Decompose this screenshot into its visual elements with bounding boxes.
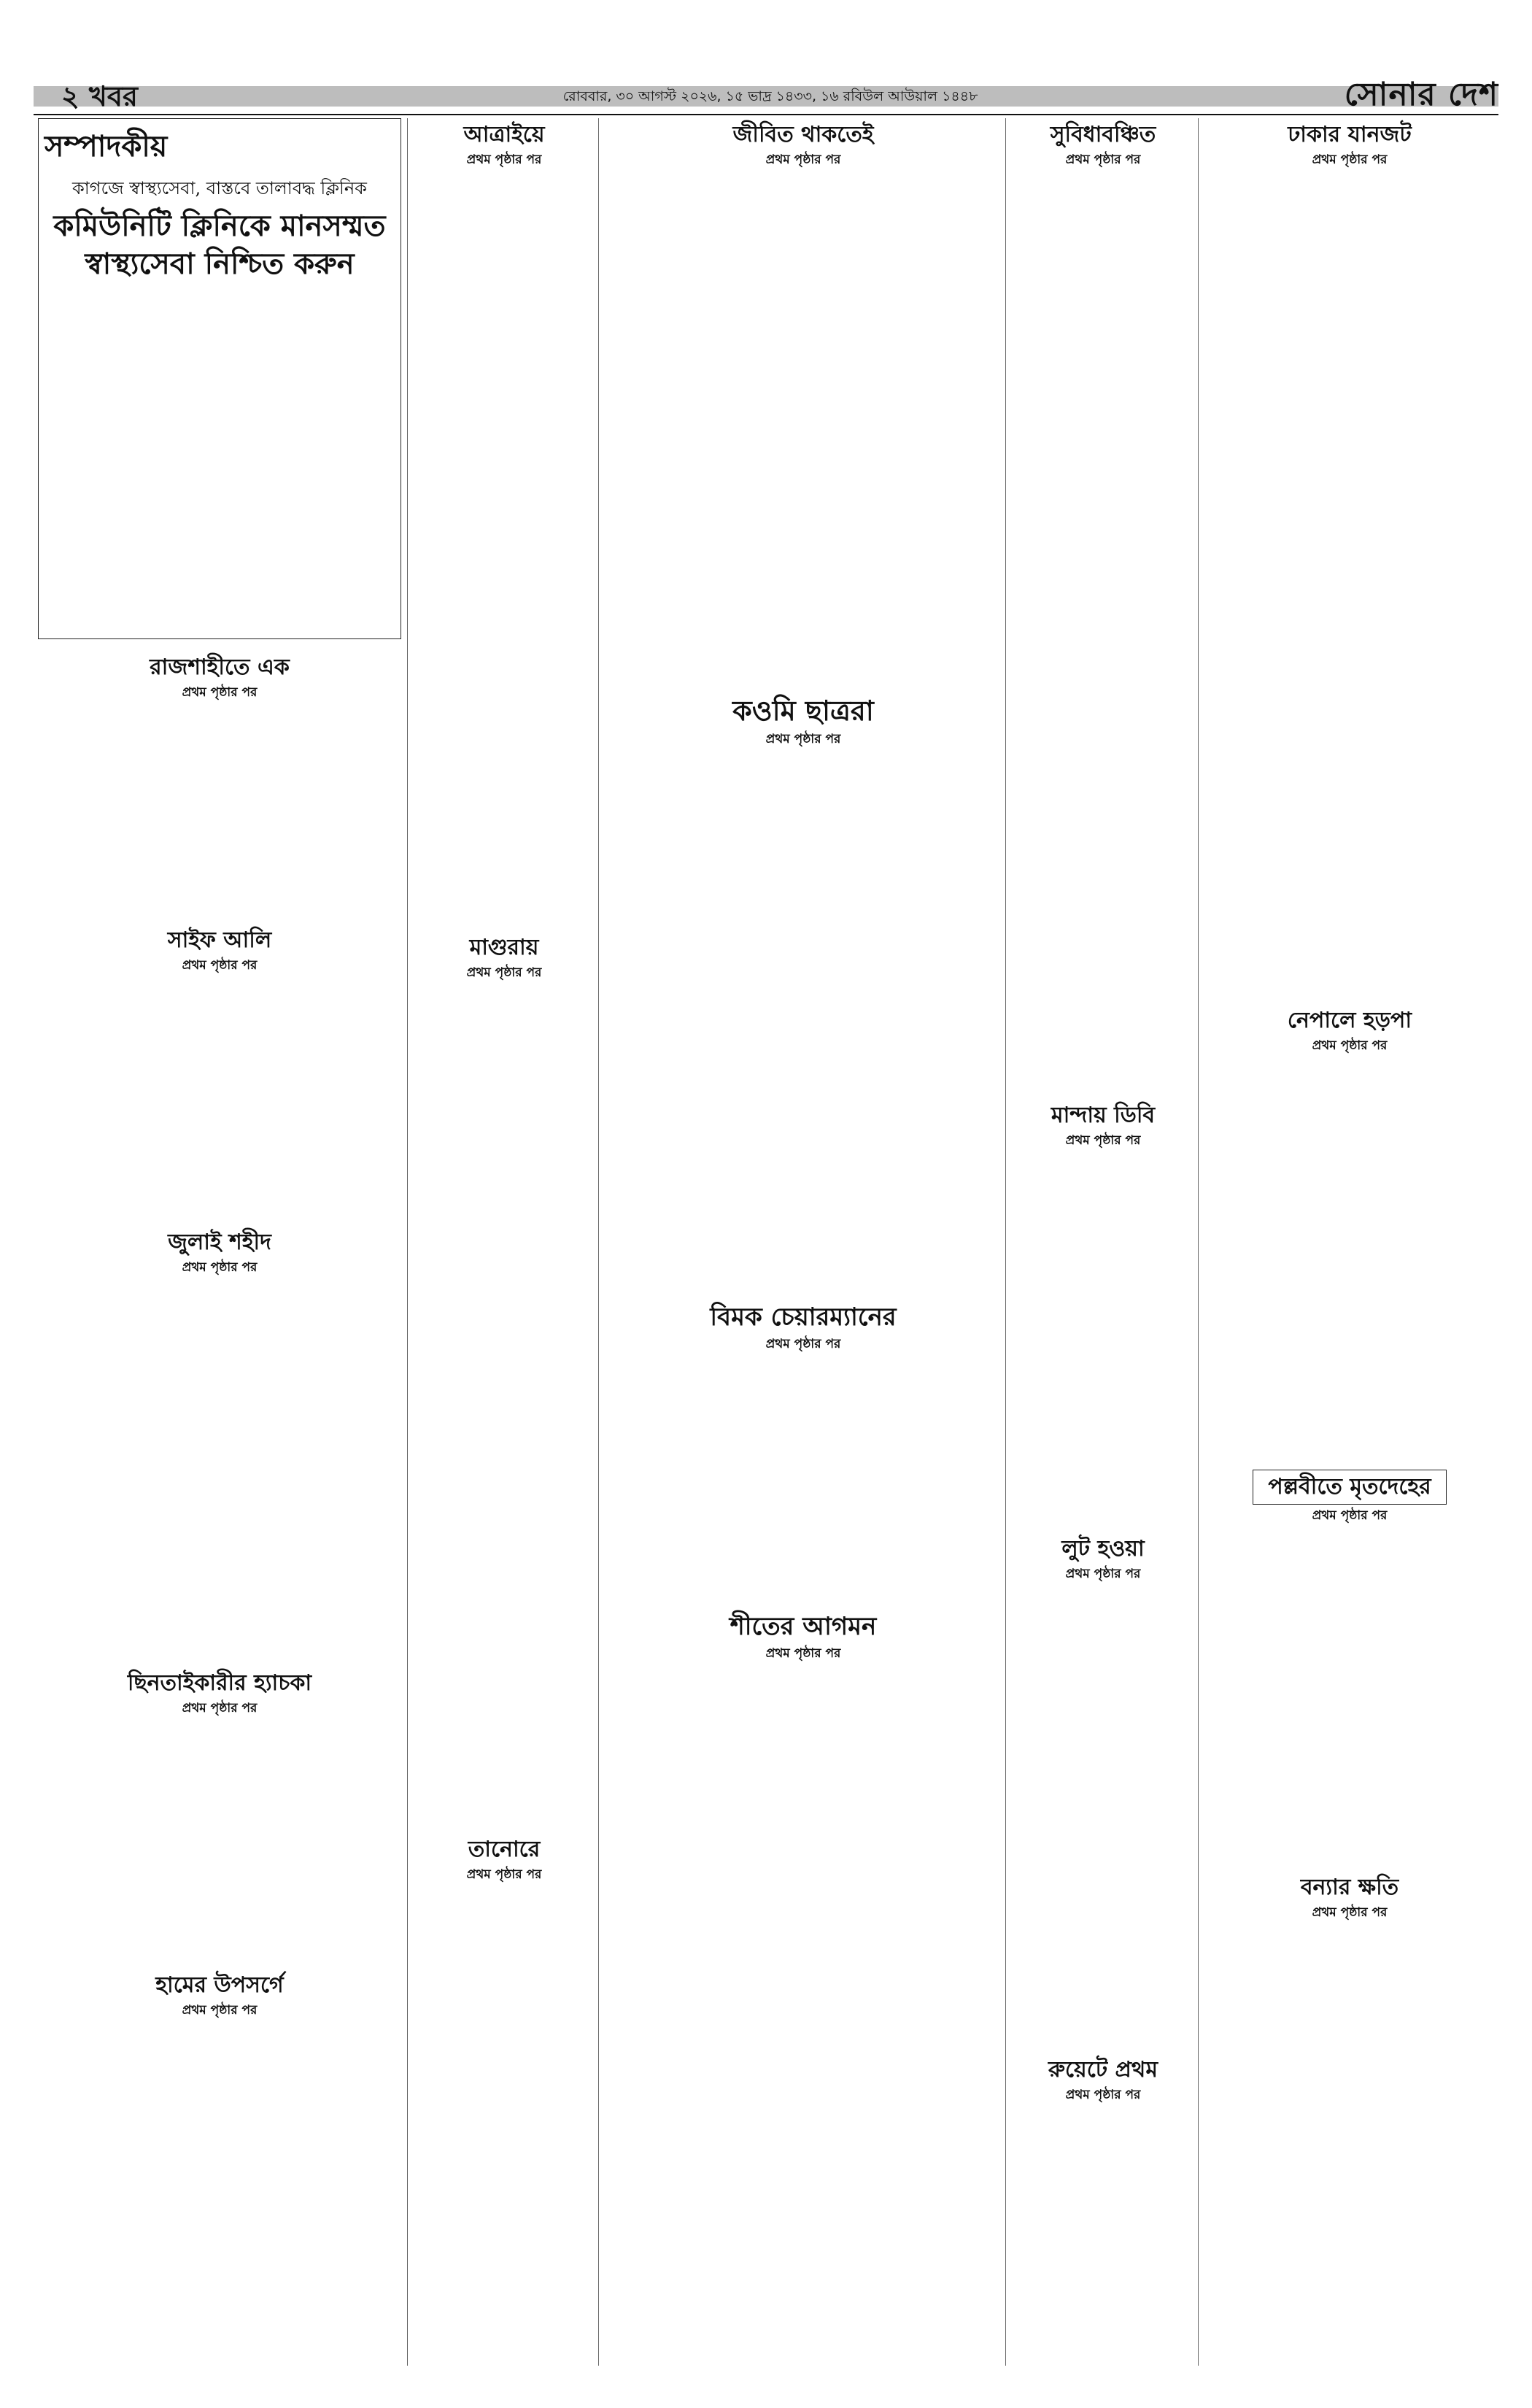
- continued-label: প্রথম পৃষ্ঠার পর: [466, 152, 542, 167]
- article-headline: তানোরে: [468, 1837, 541, 1862]
- article-headline: মান্দায় ডিবি: [1051, 1103, 1156, 1128]
- article-july[interactable]: [38, 1226, 401, 1656]
- continued-label: প্রথম পৃষ্ঠার পর: [1312, 1038, 1388, 1053]
- continued-label: প্রথম পৃষ্ঠার পর: [466, 965, 542, 980]
- article-mograi[interactable]: [416, 931, 592, 1821]
- continued-label: প্রথম পৃষ্ঠার পর: [765, 1336, 841, 1351]
- article-tanore[interactable]: [416, 1833, 592, 2363]
- article-headline: শীতের আগমন: [730, 1612, 877, 1641]
- article-alive[interactable]: [607, 118, 999, 680]
- article-snatcher[interactable]: [38, 1667, 401, 1959]
- continued-label: প্রথম পৃষ্ঠার পর: [182, 1259, 258, 1275]
- continued-label: প্রথম পৃষ্ঠার পর: [765, 1645, 841, 1661]
- article-ruet[interactable]: [1014, 2053, 1192, 2363]
- article-headline: সাইফ আলি: [167, 927, 272, 953]
- article-headline: জুলাই শহীদ: [168, 1230, 271, 1255]
- article-headline: বিমক চেয়ারম্যানের: [710, 1303, 897, 1332]
- column-5: [1010, 118, 1199, 2366]
- article-headline: বন্যার ক্ষতি: [1300, 1875, 1399, 1900]
- news-columns: [34, 118, 1498, 2366]
- column-2: [411, 118, 599, 2366]
- continued-label: প্রথম পৃষ্ঠার পর: [1065, 1566, 1141, 1581]
- dateline: রোববার, ৩০ আগস্ট ২০২৬, ১৫ ভাদ্র ১৪৩৩, ১৬ রবিউল আউয়াল ১৪৪৮: [562, 88, 978, 104]
- continued-label: প্রথম পৃষ্ঠার পর: [765, 731, 841, 746]
- continued-label: প্রথম পৃষ্ঠার পর: [1312, 1905, 1388, 1920]
- editorial-box: [38, 118, 401, 639]
- article-headline: ছিনতাইকারীর হ্যাচকা: [127, 1670, 312, 1696]
- continued-label: প্রথম পৃষ্ঠার পর: [1312, 152, 1388, 167]
- article-headline: লুট হওয়া: [1061, 1536, 1145, 1562]
- continued-label: প্রথম পৃষ্ঠার পর: [765, 152, 841, 167]
- continued-label: প্রথম পৃষ্ঠার পর: [182, 1700, 258, 1716]
- article-headline: নেপালে হড়পা: [1287, 1008, 1412, 1033]
- continued-label: প্রথম পৃষ্ঠার পর: [466, 1867, 542, 1882]
- article-dhakajam[interactable]: [1207, 118, 1493, 994]
- article-headline: কওমি ছাত্ররা: [732, 694, 874, 727]
- article-rajshahi[interactable]: [38, 651, 401, 914]
- continued-label: প্রথম পৃষ্ঠার পর: [1065, 152, 1141, 167]
- article-facilities[interactable]: [1014, 118, 1192, 1089]
- article-pollobi[interactable]: [1207, 1467, 1493, 1861]
- article-headline: পল্লবীতে মৃতদেহের: [1253, 1470, 1446, 1505]
- continued-label: প্রথম পৃষ্ঠার পর: [182, 957, 258, 973]
- article-headline: হামের উপসর্গে: [155, 1972, 284, 1998]
- editorial-section-title: সম্পাদকীয়: [45, 129, 168, 163]
- column-6: [1202, 118, 1498, 2366]
- article-headline: ঢাকার যানজট: [1288, 122, 1412, 147]
- article-headline-wrap: [1207, 1470, 1493, 1505]
- article-bimok[interactable]: [607, 1299, 999, 1598]
- continued-label: প্রথম পৃষ্ঠার পর: [182, 684, 258, 700]
- masthead-rule: [34, 114, 1498, 115]
- continued-label: প্রথম পৃষ্ঠার পর: [1065, 1132, 1141, 1148]
- article-atrai[interactable]: [416, 118, 592, 921]
- article-nepal[interactable]: [1207, 1004, 1493, 1456]
- column-3: [603, 118, 1006, 2366]
- continued-label: প্রথম পৃষ্ঠার পর: [1065, 2087, 1141, 2102]
- article-mandai[interactable]: [1014, 1099, 1192, 1522]
- continued-label: প্রথম পৃষ্ঠার পর: [182, 2002, 258, 2018]
- article-kaum[interactable]: [607, 690, 999, 1289]
- article-flood[interactable]: [1207, 1871, 1493, 2363]
- masthead: [34, 76, 1498, 113]
- column-1: [34, 118, 408, 2366]
- article-measles[interactable]: [38, 1969, 401, 2363]
- article-saif[interactable]: [38, 924, 401, 1216]
- article-headline: রাজশাহীতে এক: [150, 655, 290, 680]
- page-section-label: ২ খবর: [61, 80, 138, 112]
- article-headline: সুবিধাবঞ্চিত: [1050, 122, 1156, 147]
- article-winter[interactable]: [607, 1608, 999, 2363]
- article-loot[interactable]: [1014, 1532, 1192, 2043]
- newspaper-logo: সোনার দেশ: [1344, 76, 1498, 113]
- article-headline: মাগুরায়: [469, 935, 539, 960]
- article-headline: রুয়েটে প্রথম: [1048, 2057, 1158, 2083]
- article-headline: জীবিত থাকতেই: [732, 122, 874, 147]
- article-headline: আত্রাইয়ে: [463, 122, 545, 147]
- continued-label: প্রথম পৃষ্ঠার পর: [1312, 1508, 1388, 1523]
- editorial-headline: কমিউনিটি ক্লিনিকে মানসম্মত স্বাস্থ্যসেবা নিশ্চিত করুন: [53, 209, 386, 281]
- editorial-subhead: কাগজে স্বাস্থ্যসেবা, বাস্তবে তালাবদ্ধ ক্লিনিক: [72, 178, 367, 198]
